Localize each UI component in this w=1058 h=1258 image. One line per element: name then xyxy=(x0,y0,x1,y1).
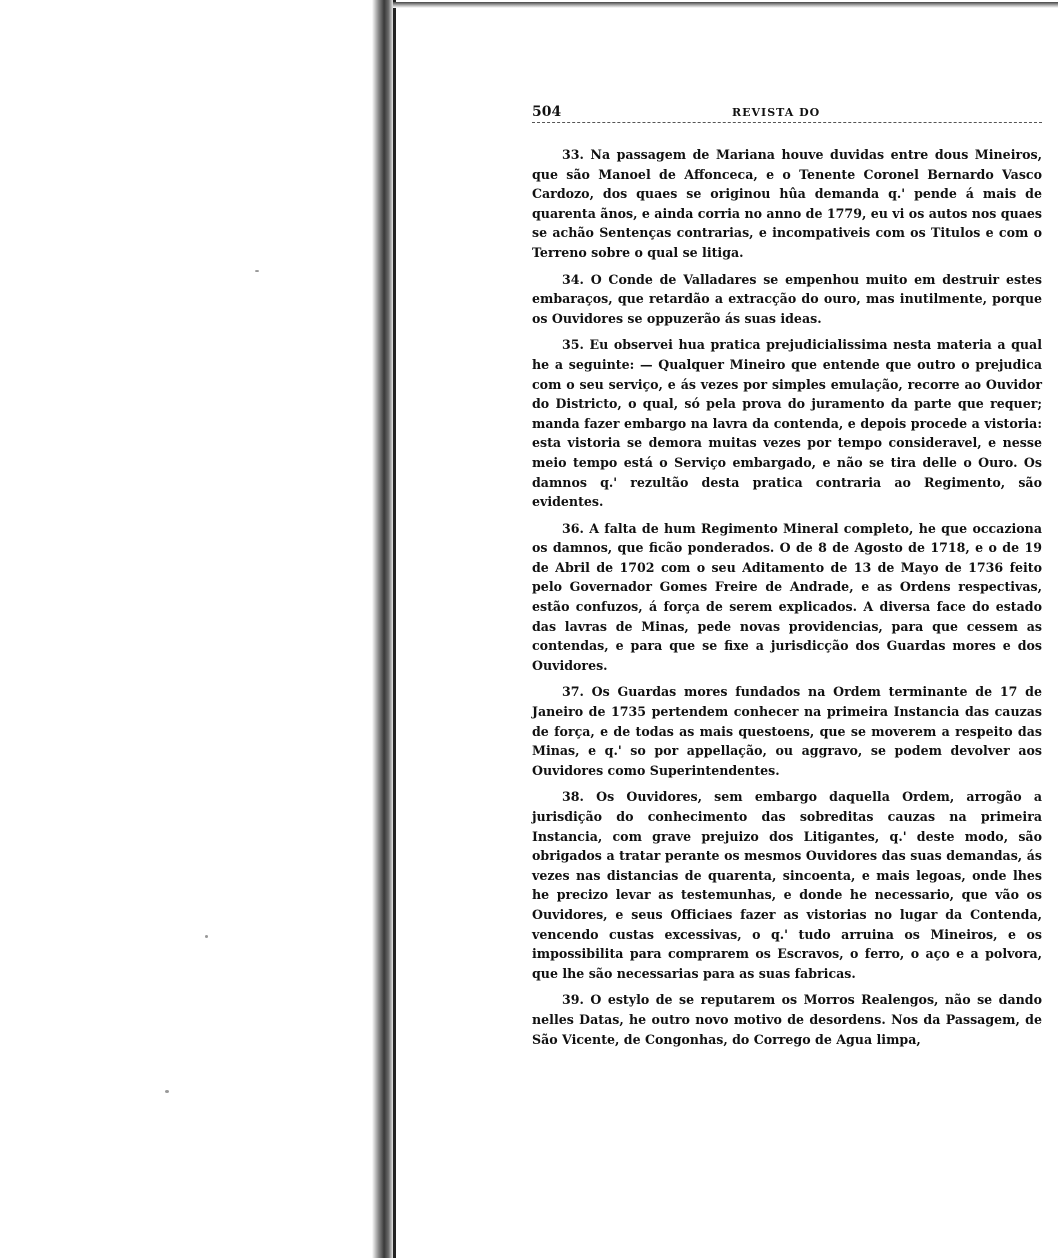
book-binding-shadow xyxy=(372,0,394,1258)
scan-speck xyxy=(165,1090,169,1093)
page-top-edge xyxy=(393,2,1058,8)
running-title: REVISTA DO xyxy=(732,106,821,119)
scan-speck xyxy=(255,270,259,272)
paragraph-35: 35. Eu observei hua pratica prejudicialissima nesta materia a qual he a seguinte: — Qualquer Mineiro que entende que outro o prejudica com o seu serviço, e ás vezes por simples emulação, recorre ao Ouvidor do Districto, o qual, só pela prova do juramento da parte que requer; manda fazer embargo na lavra da contenda, e depois procede a vistoria: esta vistoria se demora muitas vezes por tempo consideravel, e nesse meio tempo está o Serviço embargado, e não se tira delle o Ouro. Os damnos q.' rezultão desta pratica contraria ao Regimento, são evidentes. xyxy=(532,337,1042,510)
body-text xyxy=(532,145,1042,1049)
paragraph-33: 33. Na passagem de Mariana houve duvidas entre dous Mineiros, que são Manoel de Affonceca, e o Tenente Coronel Bernardo Vasco Cardozo, dos quaes se originou hûa demanda q.' pende á mais de quarenta ãnos, e ainda corria no anno de 1779, eu vi os autos nos quaes se achão Sentenças contrarias, e incompativeis com os Titulos e com o Terreno sobre o qual se litiga. xyxy=(532,147,1042,260)
paragraph-39: 39. O estylo de se reputarem os Morros Realengos, não se dando nelles Datas, he outro novo motivo de desordens. Nos da Passagem, de São Vicente, de Congonhas, do Corrego de Agua limpa, xyxy=(532,992,1042,1047)
paragraph-38: 38. Os Ouvidores, sem embargo daquella Ordem, arrogão a jurisdição do conhecimento das sobreditas cauzas na primeira Instancia, com grave prejuizo dos Litigantes, q.' deste modo, são obrigados a tratar perante os mesmos Ouvidores das suas demandas, ás vezes nas distancias de quarenta, sincoenta, e mais legoas, onde lhes he precizo levar as testemunhas, e donde he necessario, que vão os Ouvidores, e seus Officiaes fazer as vistorias no lugar da Contenda, vencendo custas excessivas, o q.' tudo arruina os Mineiros, e os impossibilita para comprarem os Escravos, o ferro, o aço e a polvora, que lhe são necessarias para as suas fabricas. xyxy=(532,789,1042,981)
book-page xyxy=(532,100,1042,1056)
running-head xyxy=(532,100,1042,123)
paragraph-36: 36. A falta de hum Regimento Mineral completo, he que occaziona os damnos, que ficão ponderados. O de 8 de Agosto de 1718, e o de 19 de Abril de 1702 com o seu Aditamento de 13 de Mayo de 1736 feito pelo Governador Gomes Freire de Andrade, e as Ordens respectivas, estão confuzos, á força de serem explicados. A diversa face do estado das lavras de Minas, pede novas providencias, para que cessem as contendas, e para que se fixe a jurisdicção dos Guardas mores e dos Ouvidores. xyxy=(532,520,1042,673)
paragraph-34: 34. O Conde de Valladares se empenhou muito em destruir estes embaraços, que retardão a extracção do ouro, mas inutilmente, porque os Ouvidores se oppuzerão ás suas ideas. xyxy=(532,271,1042,326)
page-gutter xyxy=(0,0,405,1258)
scan-speck xyxy=(205,935,208,938)
paragraph-37: 37. Os Guardas mores fundados na Ordem terminante de 17 de Janeiro de 1735 pertendem conhecer na primeira Instancia das cauzas de força, e de todas as mais questoens, que se moverem a respeito das Minas, e q.' so por appellação, ou aggravo, se podem devolver aos Ouvidores como Superintendentes. xyxy=(532,684,1042,778)
page-edge-line xyxy=(393,0,396,1258)
page-number: 504 xyxy=(532,104,562,120)
